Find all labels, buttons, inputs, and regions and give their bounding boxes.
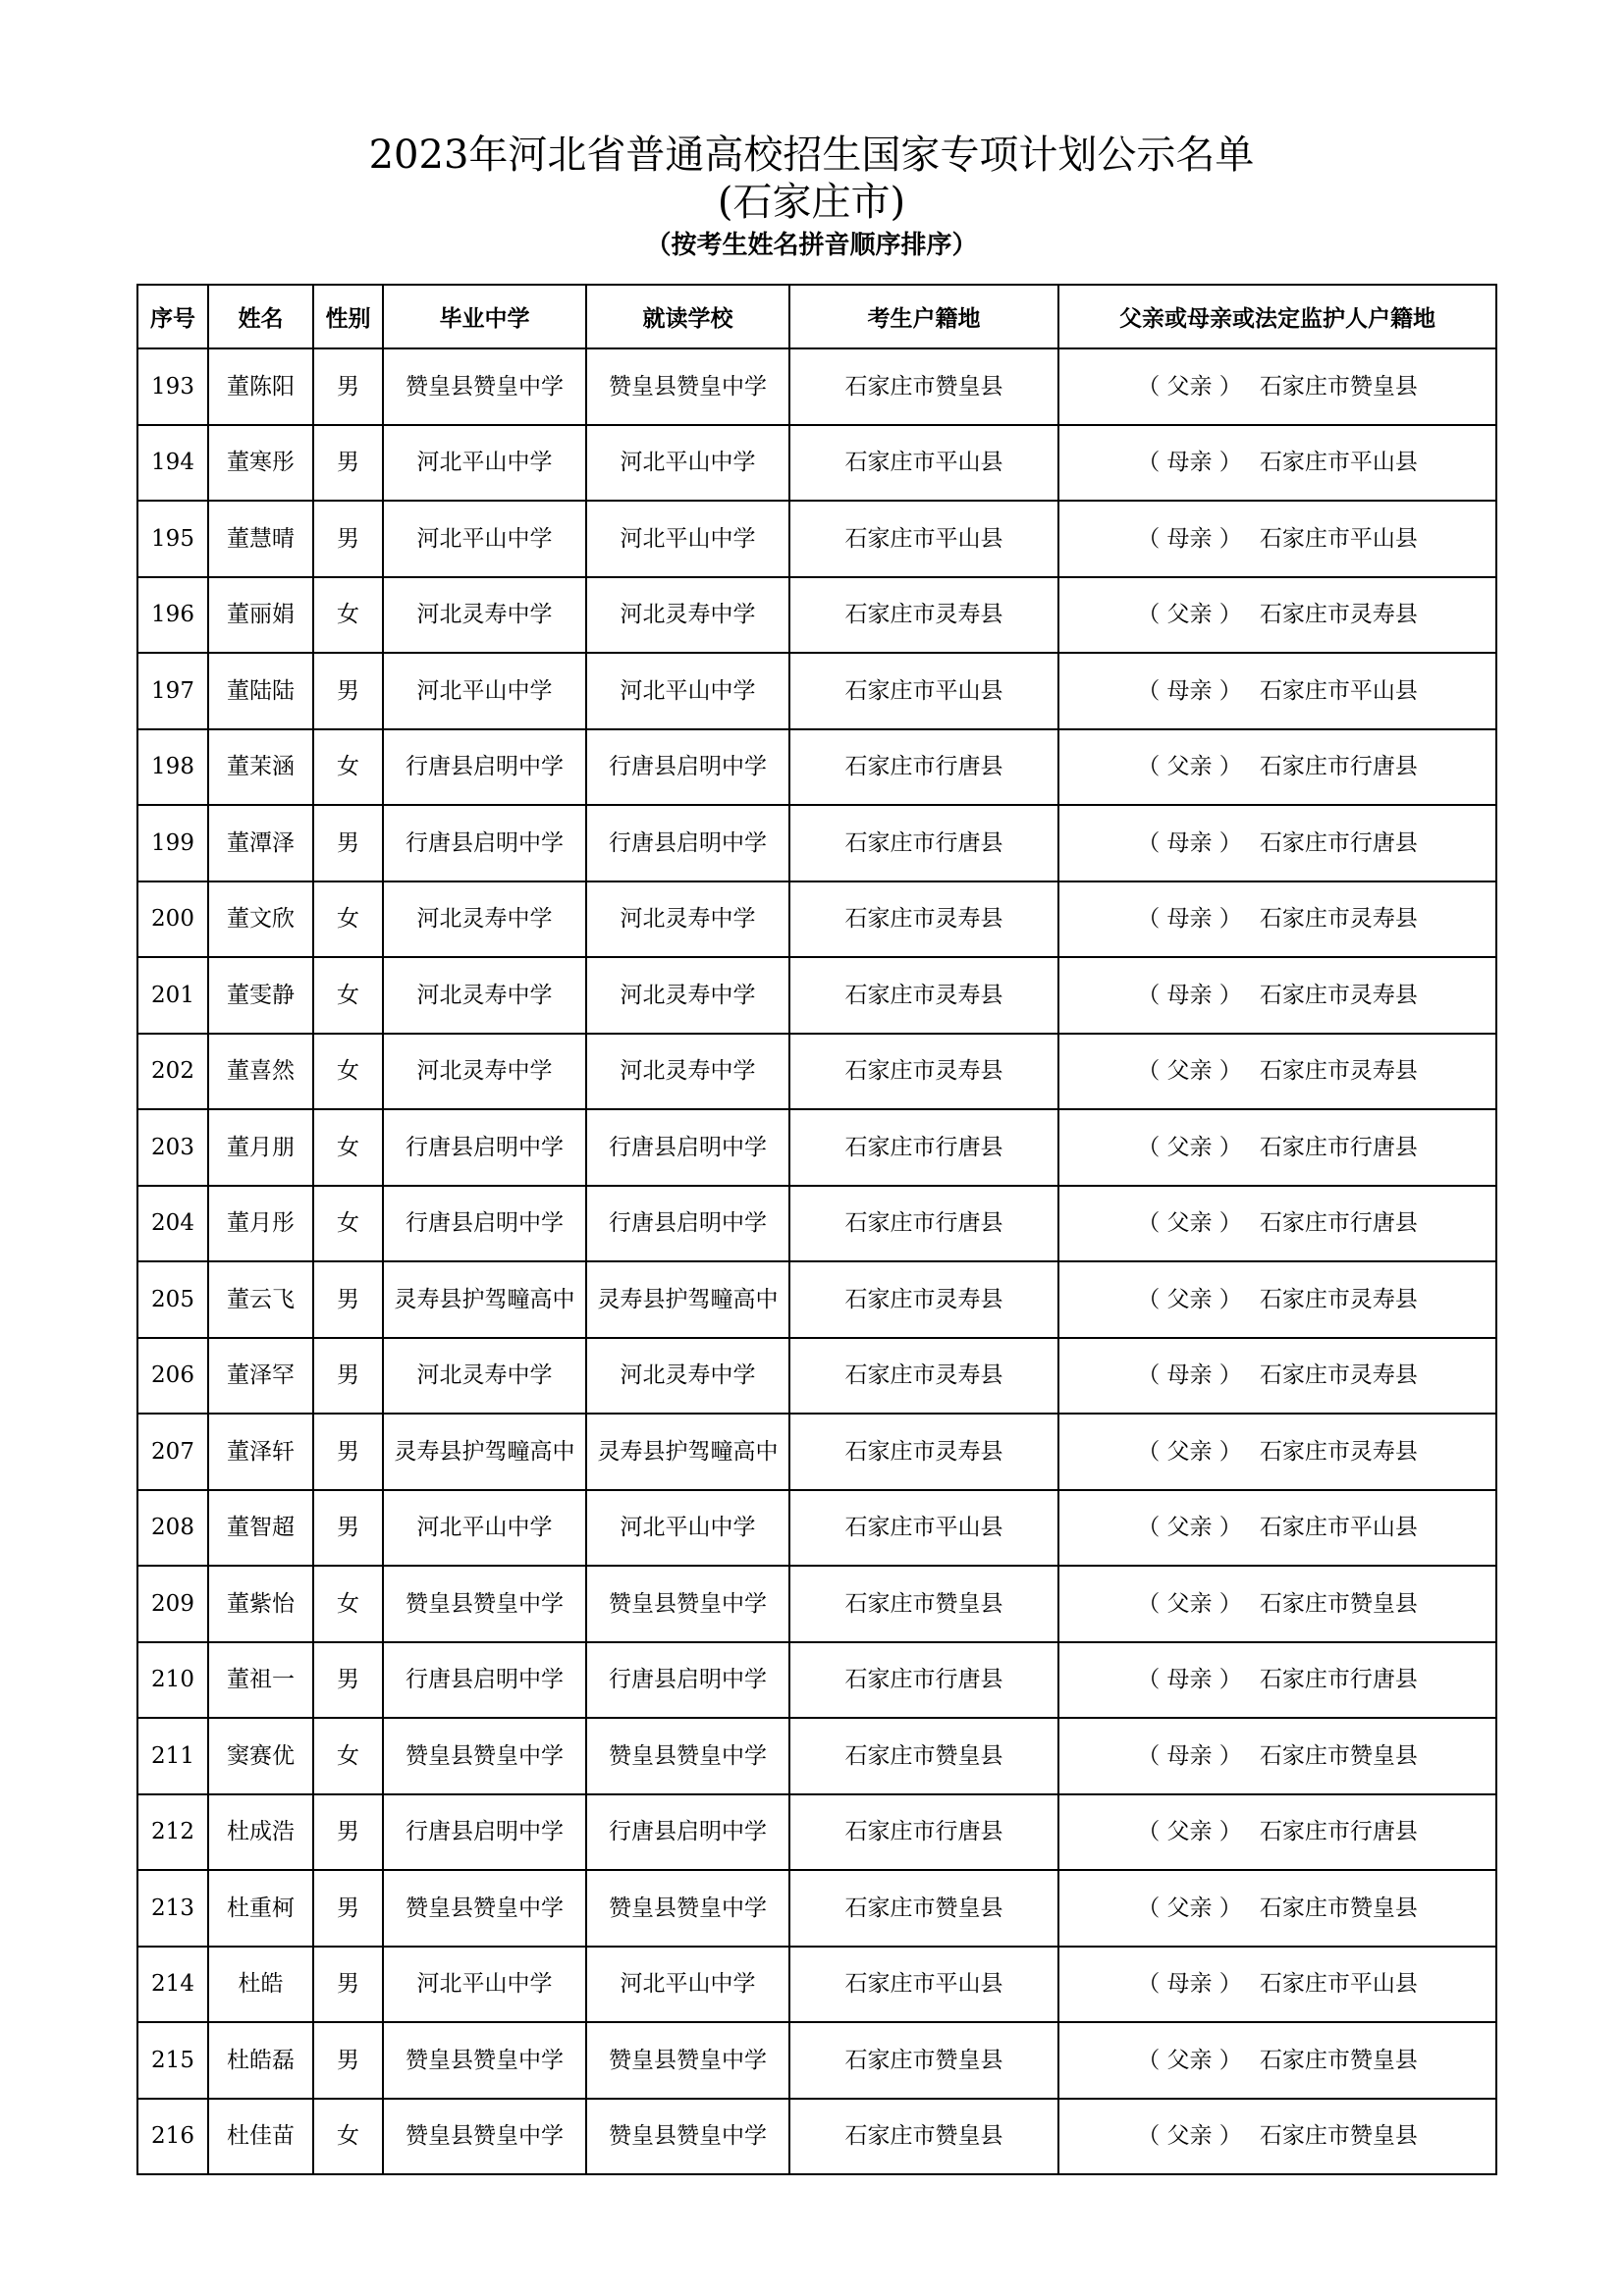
guardian-hukou: 石家庄市赞皇县	[1259, 373, 1418, 400]
cell-guardian	[1058, 2099, 1496, 2175]
guardian-hukou: 石家庄市灵寿县	[1259, 906, 1418, 933]
guardian-hukou: 石家庄市平山县	[1259, 525, 1418, 552]
cell-gender: 男	[313, 1870, 383, 1947]
cell-hukou: 石家庄市平山县	[789, 425, 1058, 502]
cell-current-school: 行唐县启明中学	[586, 729, 789, 806]
col-header-current-school: 就读学校	[586, 285, 789, 348]
table-row	[137, 348, 1496, 425]
cell-hukou: 石家庄市灵寿县	[789, 1034, 1058, 1110]
cell-no: 205	[137, 1261, 208, 1338]
cell-guardian	[1058, 1338, 1496, 1415]
table-row	[137, 957, 1496, 1034]
cell-name: 董丽娟	[208, 577, 313, 654]
table-row	[137, 1034, 1496, 1110]
guardian-relation: （ 父亲 ）	[1137, 1819, 1242, 1845]
table-row	[137, 729, 1496, 806]
guardian-relation: （ 父亲 ）	[1137, 602, 1242, 628]
cell-hukou: 石家庄市行唐县	[789, 1109, 1058, 1186]
guardian-relation: （ 父亲 ）	[1137, 1210, 1242, 1237]
cell-current-school: 赞皇县赞皇中学	[586, 348, 789, 425]
guardian-relation: （ 母亲 ）	[1137, 1362, 1242, 1389]
cell-name: 董月彤	[208, 1186, 313, 1262]
cell-grad-school: 赞皇县赞皇中学	[383, 348, 586, 425]
cell-hukou: 石家庄市赞皇县	[789, 1870, 1058, 1947]
guardian-hukou: 石家庄市赞皇县	[1259, 2123, 1418, 2150]
guardian-hukou: 石家庄市平山县	[1259, 1515, 1418, 1541]
table-row	[137, 2022, 1496, 2099]
city-subtitle: (石家庄市)	[717, 180, 906, 225]
cell-guardian	[1058, 1490, 1496, 1567]
cell-grad-school: 灵寿县护驾疃高中	[383, 1414, 586, 1490]
guardian-hukou: 石家庄市赞皇县	[1259, 1742, 1418, 1769]
guardian-hukou: 石家庄市行唐县	[1259, 754, 1418, 780]
cell-grad-school: 河北灵寿中学	[383, 881, 586, 958]
guardian-relation: （ 父亲 ）	[1137, 2123, 1242, 2150]
cell-name: 杜皓	[208, 1947, 313, 2023]
cell-hukou: 石家庄市灵寿县	[789, 1338, 1058, 1415]
cell-hukou: 石家庄市赞皇县	[789, 1566, 1058, 1642]
guardian-relation: （ 母亲 ）	[1137, 677, 1242, 704]
cell-hukou: 石家庄市灵寿县	[789, 577, 1058, 654]
guardian-hukou: 石家庄市赞皇县	[1259, 2047, 1418, 2073]
cell-no: 213	[137, 1870, 208, 1947]
guardian-relation: （ 母亲 ）	[1137, 906, 1242, 933]
cell-guardian	[1058, 2022, 1496, 2099]
cell-grad-school: 行唐县启明中学	[383, 805, 586, 881]
cell-name: 董泽罕	[208, 1338, 313, 1415]
cell-current-school: 河北平山中学	[586, 501, 789, 577]
cell-gender: 女	[313, 957, 383, 1034]
cell-hukou: 石家庄市行唐县	[789, 1642, 1058, 1719]
cell-name: 董智超	[208, 1490, 313, 1567]
cell-no: 196	[137, 577, 208, 654]
cell-gender: 男	[313, 1947, 383, 2023]
guardian-hukou: 石家庄市灵寿县	[1259, 1286, 1418, 1312]
col-header-no: 序号	[137, 285, 208, 348]
guardian-hukou: 石家庄市赞皇县	[1259, 1590, 1418, 1617]
col-header-gender: 性别	[313, 285, 383, 348]
cell-grad-school: 河北平山中学	[383, 425, 586, 502]
cell-name: 董寒彤	[208, 425, 313, 502]
cell-guardian	[1058, 881, 1496, 958]
cell-hukou: 石家庄市平山县	[789, 1490, 1058, 1567]
cell-gender: 男	[313, 805, 383, 881]
guardian-relation: （ 母亲 ）	[1137, 1742, 1242, 1769]
cell-grad-school: 行唐县启明中学	[383, 1109, 586, 1186]
cell-grad-school: 行唐县启明中学	[383, 1186, 586, 1262]
guardian-relation: （ 父亲 ）	[1137, 1438, 1242, 1465]
cell-name: 董文欣	[208, 881, 313, 958]
cell-guardian	[1058, 653, 1496, 729]
cell-name: 董喜然	[208, 1034, 313, 1110]
cell-gender: 男	[313, 1261, 383, 1338]
cell-no: 209	[137, 1566, 208, 1642]
table-row	[137, 1947, 1496, 2023]
cell-guardian	[1058, 425, 1496, 502]
cell-no: 216	[137, 2099, 208, 2175]
cell-current-school: 行唐县启明中学	[586, 1109, 789, 1186]
cell-current-school: 灵寿县护驾疃高中	[586, 1414, 789, 1490]
cell-no: 210	[137, 1642, 208, 1719]
cell-name: 窦赛优	[208, 1718, 313, 1794]
cell-gender: 女	[313, 729, 383, 806]
guardian-relation: （ 母亲 ）	[1137, 525, 1242, 552]
cell-no: 202	[137, 1034, 208, 1110]
roster-table	[136, 284, 1497, 2175]
cell-gender: 男	[313, 1642, 383, 1719]
table-row	[137, 805, 1496, 881]
cell-hukou: 石家庄市灵寿县	[789, 881, 1058, 958]
table-row	[137, 1414, 1496, 1490]
guardian-hukou: 石家庄市灵寿县	[1259, 602, 1418, 628]
guardian-relation: （ 父亲 ）	[1137, 1590, 1242, 1617]
guardian-relation: （ 父亲 ）	[1137, 2047, 1242, 2073]
cell-grad-school: 赞皇县赞皇中学	[383, 1870, 586, 1947]
cell-hukou: 石家庄市行唐县	[789, 805, 1058, 881]
cell-hukou: 石家庄市赞皇县	[789, 1718, 1058, 1794]
guardian-relation: （ 母亲 ）	[1137, 450, 1242, 476]
cell-name: 董慧晴	[208, 501, 313, 577]
table-row	[137, 1566, 1496, 1642]
cell-gender: 男	[313, 653, 383, 729]
guardian-relation: （ 母亲 ）	[1137, 1667, 1242, 1693]
cell-gender: 男	[313, 501, 383, 577]
cell-no: 212	[137, 1794, 208, 1871]
table-row	[137, 1490, 1496, 1567]
cell-name: 董陈阳	[208, 348, 313, 425]
cell-guardian	[1058, 1794, 1496, 1871]
guardian-relation: （ 父亲 ）	[1137, 373, 1242, 400]
guardian-hukou: 石家庄市灵寿县	[1259, 1362, 1418, 1389]
cell-no: 206	[137, 1338, 208, 1415]
cell-no: 208	[137, 1490, 208, 1567]
guardian-hukou: 石家庄市行唐县	[1259, 1667, 1418, 1693]
cell-current-school: 河北灵寿中学	[586, 957, 789, 1034]
table-row	[137, 1794, 1496, 1871]
cell-guardian	[1058, 957, 1496, 1034]
guardian-hukou: 石家庄市灵寿县	[1259, 1058, 1418, 1085]
table-row	[137, 425, 1496, 502]
cell-current-school: 赞皇县赞皇中学	[586, 2099, 789, 2175]
cell-name: 董茉涵	[208, 729, 313, 806]
cell-hukou: 石家庄市灵寿县	[789, 957, 1058, 1034]
cell-guardian	[1058, 501, 1496, 577]
table-row	[137, 577, 1496, 654]
cell-name: 董陆陆	[208, 653, 313, 729]
sort-note: （按考生姓名拼音顺序排序）	[645, 231, 978, 260]
cell-grad-school: 行唐县启明中学	[383, 1794, 586, 1871]
cell-name: 杜皓磊	[208, 2022, 313, 2099]
cell-hukou: 石家庄市灵寿县	[789, 1414, 1058, 1490]
cell-current-school: 赞皇县赞皇中学	[586, 1718, 789, 1794]
cell-guardian	[1058, 348, 1496, 425]
guardian-relation: （ 父亲 ）	[1137, 1134, 1242, 1160]
guardian-relation: （ 父亲 ）	[1137, 1058, 1242, 1085]
cell-hukou: 石家庄市行唐县	[789, 729, 1058, 806]
cell-no: 195	[137, 501, 208, 577]
cell-grad-school: 河北灵寿中学	[383, 957, 586, 1034]
cell-current-school: 河北平山中学	[586, 653, 789, 729]
cell-gender: 男	[313, 1490, 383, 1567]
cell-current-school: 河北灵寿中学	[586, 1338, 789, 1415]
cell-gender: 女	[313, 1109, 383, 1186]
guardian-relation: （ 母亲 ）	[1137, 982, 1242, 1008]
cell-guardian	[1058, 1947, 1496, 2023]
cell-guardian	[1058, 1642, 1496, 1719]
cell-guardian	[1058, 1109, 1496, 1186]
cell-no: 203	[137, 1109, 208, 1186]
cell-current-school: 行唐县启明中学	[586, 1186, 789, 1262]
cell-guardian	[1058, 1566, 1496, 1642]
cell-grad-school: 灵寿县护驾疃高中	[383, 1261, 586, 1338]
cell-grad-school: 河北平山中学	[383, 653, 586, 729]
guardian-relation: （ 父亲 ）	[1137, 1895, 1242, 1921]
col-header-guardian-hukou: 父亲或母亲或法定监护人户籍地	[1058, 285, 1496, 348]
guardian-relation: （ 父亲 ）	[1137, 1286, 1242, 1312]
cell-current-school: 河北灵寿中学	[586, 577, 789, 654]
guardian-hukou: 石家庄市平山县	[1259, 450, 1418, 476]
table-row	[137, 2099, 1496, 2175]
cell-guardian	[1058, 1414, 1496, 1490]
cell-name: 董雯静	[208, 957, 313, 1034]
col-header-hukou: 考生户籍地	[789, 285, 1058, 348]
cell-hukou: 石家庄市灵寿县	[789, 1261, 1058, 1338]
table-row	[137, 881, 1496, 958]
cell-no: 199	[137, 805, 208, 881]
cell-current-school: 灵寿县护驾疃高中	[586, 1261, 789, 1338]
cell-current-school: 赞皇县赞皇中学	[586, 2022, 789, 2099]
roster-body	[137, 348, 1496, 2174]
cell-guardian	[1058, 577, 1496, 654]
guardian-hukou: 石家庄市平山县	[1259, 677, 1418, 704]
cell-gender: 女	[313, 1566, 383, 1642]
cell-grad-school: 河北平山中学	[383, 1947, 586, 2023]
guardian-relation: （ 母亲 ）	[1137, 1971, 1242, 1998]
cell-grad-school: 赞皇县赞皇中学	[383, 1566, 586, 1642]
cell-name: 董紫怡	[208, 1566, 313, 1642]
table-row	[137, 1718, 1496, 1794]
guardian-hukou: 石家庄市行唐县	[1259, 829, 1418, 856]
cell-current-school: 河北平山中学	[586, 1947, 789, 2023]
cell-current-school: 河北灵寿中学	[586, 1034, 789, 1110]
table-row	[137, 1109, 1496, 1186]
cell-gender: 女	[313, 1718, 383, 1794]
cell-hukou: 石家庄市平山县	[789, 1947, 1058, 2023]
cell-gender: 女	[313, 881, 383, 958]
cell-grad-school: 河北灵寿中学	[383, 1034, 586, 1110]
cell-no: 215	[137, 2022, 208, 2099]
cell-gender: 男	[313, 348, 383, 425]
cell-hukou: 石家庄市平山县	[789, 653, 1058, 729]
cell-grad-school: 行唐县启明中学	[383, 729, 586, 806]
cell-gender: 女	[313, 577, 383, 654]
cell-hukou: 石家庄市行唐县	[789, 1186, 1058, 1262]
header-row	[137, 285, 1496, 348]
cell-hukou: 石家庄市行唐县	[789, 1794, 1058, 1871]
cell-name: 董祖一	[208, 1642, 313, 1719]
cell-current-school: 河北灵寿中学	[586, 881, 789, 958]
col-header-name: 姓名	[208, 285, 313, 348]
cell-hukou: 石家庄市赞皇县	[789, 2099, 1058, 2175]
cell-gender: 男	[313, 1794, 383, 1871]
cell-current-school: 赞皇县赞皇中学	[586, 1566, 789, 1642]
cell-no: 201	[137, 957, 208, 1034]
table-row	[137, 1642, 1496, 1719]
guardian-hukou: 石家庄市行唐县	[1259, 1819, 1418, 1845]
cell-grad-school: 赞皇县赞皇中学	[383, 2022, 586, 2099]
cell-guardian	[1058, 1034, 1496, 1110]
cell-gender: 女	[313, 1186, 383, 1262]
cell-name: 杜佳苗	[208, 2099, 313, 2175]
cell-no: 193	[137, 348, 208, 425]
cell-current-school: 行唐县启明中学	[586, 1642, 789, 1719]
table-row	[137, 653, 1496, 729]
cell-name: 董云飞	[208, 1261, 313, 1338]
cell-guardian	[1058, 1870, 1496, 1947]
guardian-hukou: 石家庄市灵寿县	[1259, 982, 1418, 1008]
cell-gender: 女	[313, 2099, 383, 2175]
cell-name: 董月朋	[208, 1109, 313, 1186]
cell-grad-school: 河北平山中学	[383, 1490, 586, 1567]
table-row	[137, 501, 1496, 577]
cell-guardian	[1058, 1186, 1496, 1262]
cell-name: 董泽轩	[208, 1414, 313, 1490]
guardian-hukou: 石家庄市赞皇县	[1259, 1895, 1418, 1921]
cell-no: 194	[137, 425, 208, 502]
cell-gender: 男	[313, 425, 383, 502]
cell-name: 董潭泽	[208, 805, 313, 881]
cell-gender: 男	[313, 1414, 383, 1490]
cell-grad-school: 行唐县启明中学	[383, 1642, 586, 1719]
cell-current-school: 行唐县启明中学	[586, 805, 789, 881]
cell-hukou: 石家庄市赞皇县	[789, 2022, 1058, 2099]
cell-grad-school: 赞皇县赞皇中学	[383, 1718, 586, 1794]
col-header-grad-school: 毕业中学	[383, 285, 586, 348]
cell-name: 杜重柯	[208, 1870, 313, 1947]
guardian-hukou: 石家庄市灵寿县	[1259, 1438, 1418, 1465]
cell-no: 214	[137, 1947, 208, 2023]
cell-current-school: 河北平山中学	[586, 1490, 789, 1567]
cell-hukou: 石家庄市赞皇县	[789, 348, 1058, 425]
page-title: 2023年河北省普通高校招生国家专项计划公示名单	[368, 133, 1255, 178]
cell-guardian	[1058, 729, 1496, 806]
cell-no: 207	[137, 1414, 208, 1490]
cell-guardian	[1058, 805, 1496, 881]
cell-current-school: 河北平山中学	[586, 425, 789, 502]
cell-gender: 男	[313, 2022, 383, 2099]
cell-no: 197	[137, 653, 208, 729]
guardian-hukou: 石家庄市行唐县	[1259, 1134, 1418, 1160]
cell-no: 200	[137, 881, 208, 958]
guardian-relation: （ 母亲 ）	[1137, 829, 1242, 856]
cell-grad-school: 河北平山中学	[383, 501, 586, 577]
guardian-hukou: 石家庄市行唐县	[1259, 1210, 1418, 1237]
cell-current-school: 行唐县启明中学	[586, 1794, 789, 1871]
cell-guardian	[1058, 1718, 1496, 1794]
cell-guardian	[1058, 1261, 1496, 1338]
cell-no: 198	[137, 729, 208, 806]
cell-no: 204	[137, 1186, 208, 1262]
table-row	[137, 1261, 1496, 1338]
guardian-relation: （ 父亲 ）	[1137, 754, 1242, 780]
cell-current-school: 赞皇县赞皇中学	[586, 1870, 789, 1947]
cell-hukou: 石家庄市平山县	[789, 501, 1058, 577]
cell-grad-school: 赞皇县赞皇中学	[383, 2099, 586, 2175]
table-row	[137, 1870, 1496, 1947]
cell-name: 杜成浩	[208, 1794, 313, 1871]
cell-gender: 男	[313, 1338, 383, 1415]
cell-grad-school: 河北灵寿中学	[383, 577, 586, 654]
guardian-hukou: 石家庄市平山县	[1259, 1971, 1418, 1998]
guardian-relation: （ 父亲 ）	[1137, 1515, 1242, 1541]
cell-grad-school: 河北灵寿中学	[383, 1338, 586, 1415]
table-row	[137, 1338, 1496, 1415]
cell-gender: 女	[313, 1034, 383, 1110]
table-row	[137, 1186, 1496, 1262]
cell-no: 211	[137, 1718, 208, 1794]
